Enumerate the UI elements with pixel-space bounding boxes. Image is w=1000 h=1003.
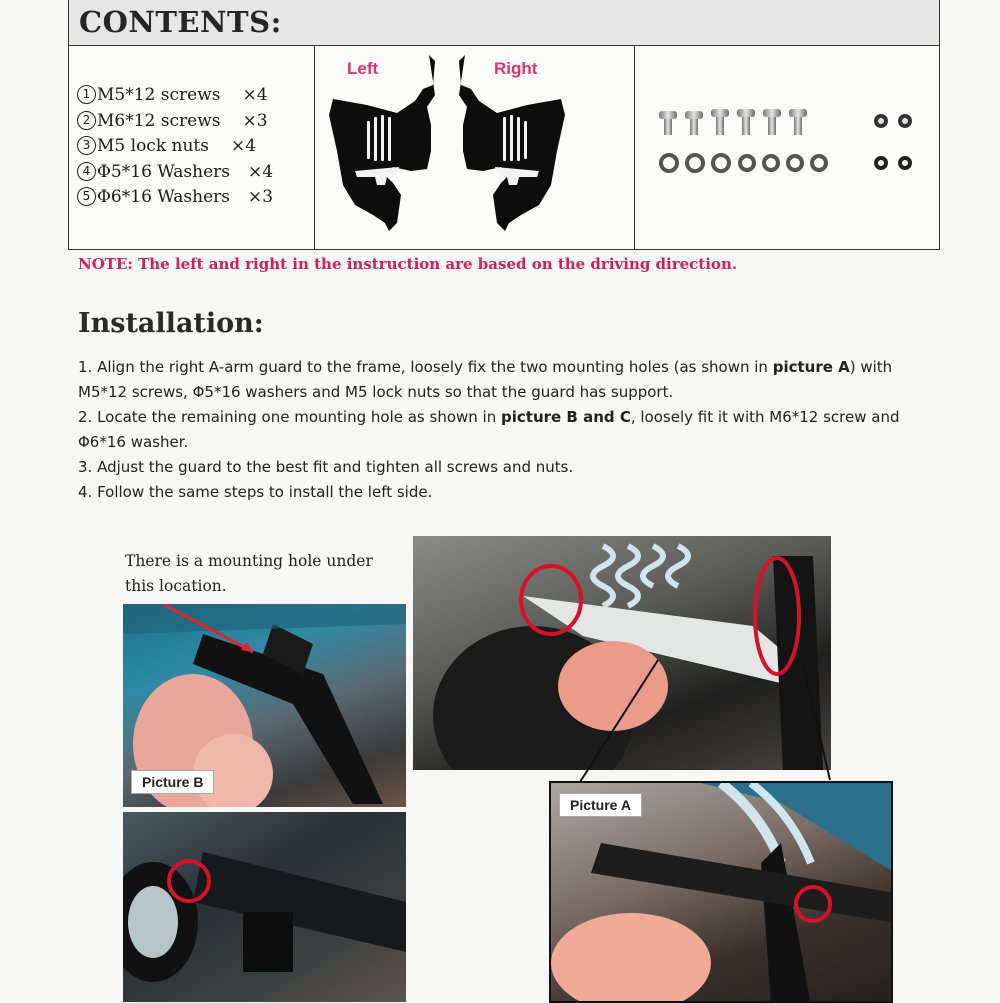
part-number: 1 xyxy=(77,85,96,104)
part-number: 5 xyxy=(77,187,96,206)
contents-table xyxy=(68,0,940,250)
step-2: 2. Locate the remaining one mounting hole as shown in picture B and C, loosely fit it with M6*12 screw and Φ6*16 washer. xyxy=(78,408,900,451)
part-quantity: ×4 xyxy=(248,161,274,182)
part-number: 2 xyxy=(77,111,96,130)
column-divider xyxy=(314,45,315,249)
step-1: 1. Align the right A-arm guard to the frame, loosely fix the two mounting holes (as shown in picture A) with M5*12 screws, Φ5*16 washers and M5 lock nuts so that the guard has support. xyxy=(78,358,893,401)
part-name: Φ6*16 Washers xyxy=(97,187,231,207)
part-quantity: ×3 xyxy=(242,110,268,131)
step-4: 4. Follow the same steps to install the left side. xyxy=(78,483,433,501)
column-divider xyxy=(634,45,635,249)
right-guard-image xyxy=(459,55,565,231)
part-name: M6*12 screws xyxy=(97,110,221,131)
part-quantity: ×3 xyxy=(248,187,274,207)
picture-b-label: Picture B xyxy=(131,770,214,794)
hardware-illustration xyxy=(649,105,929,195)
installation-heading: Installation: xyxy=(78,308,264,339)
a-arm-guards-illustration xyxy=(327,55,627,245)
part-item xyxy=(77,185,273,211)
part-name: M5 lock nuts xyxy=(97,136,209,156)
pointer-lines xyxy=(540,650,860,790)
step-3: 3. Adjust the guard to the best fit and tighten all screws and nuts. xyxy=(78,458,574,476)
screws-row xyxy=(659,109,912,135)
picture-b-photo xyxy=(123,604,406,807)
part-item xyxy=(77,160,273,186)
contents-title: CONTENTS: xyxy=(79,5,282,39)
parts-list xyxy=(77,83,273,211)
contents-header xyxy=(69,0,939,46)
part-name: Φ5*16 Washers xyxy=(97,161,231,182)
part-item xyxy=(77,134,273,160)
part-quantity: ×4 xyxy=(242,85,268,105)
installation-steps xyxy=(78,355,940,505)
washers-row xyxy=(661,155,910,171)
picture-c-photo xyxy=(123,812,406,1002)
mounting-hole-callout: There is a mounting hole under this location. xyxy=(125,552,373,595)
part-quantity: ×4 xyxy=(230,136,257,156)
picture-a-label: Picture A xyxy=(559,793,642,817)
left-guard-image xyxy=(329,55,435,231)
right-guard-label: Right xyxy=(494,59,538,78)
part-number: 3 xyxy=(77,136,96,155)
part-item xyxy=(77,109,273,135)
part-item xyxy=(77,83,273,109)
driving-direction-note: NOTE: The left and right in the instruction are based on the driving direction. xyxy=(78,255,738,273)
left-guard-label: Left xyxy=(347,59,379,78)
picture-c-scene xyxy=(123,812,406,1002)
picture-a-photo xyxy=(549,781,893,1003)
part-number: 4 xyxy=(77,162,96,181)
part-name: M5*12 screws xyxy=(97,85,221,105)
